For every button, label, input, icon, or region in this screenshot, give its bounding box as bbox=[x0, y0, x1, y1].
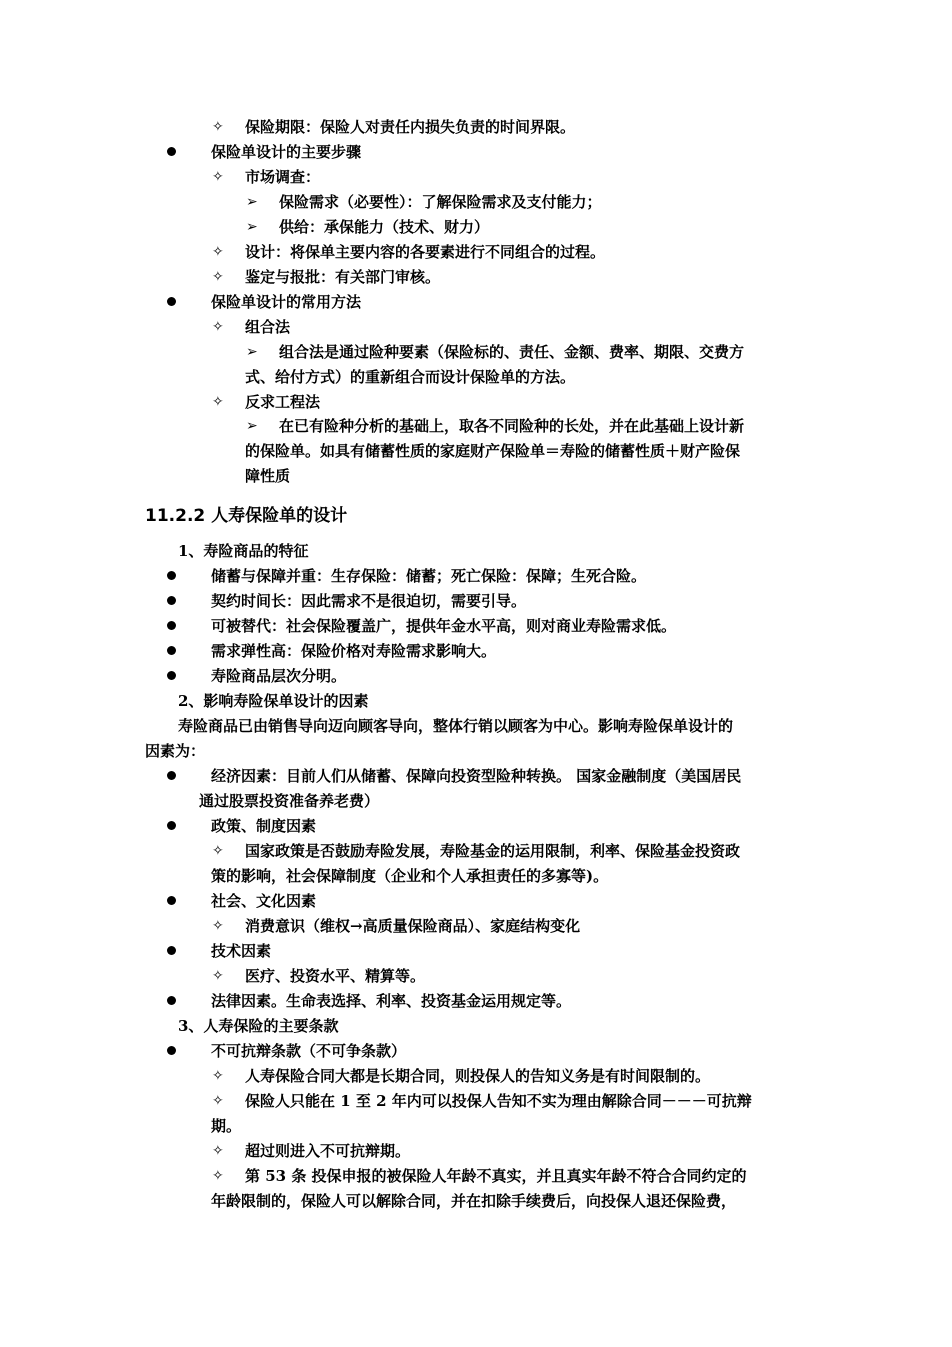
text-line: 消费意识（维权→高质量保险商品）、家庭结构变化 bbox=[245, 917, 581, 935]
text-line: 第 53 条 投保申报的被保险人年龄不真实，并且真实年龄不符合合同约定的 bbox=[245, 1167, 747, 1185]
diamond-bullet-icon: ✧ bbox=[212, 1143, 224, 1159]
text-line: 保险需求（必要性）：了解保险需求及支付能力； bbox=[279, 193, 602, 211]
diamond-bullet-icon: ✧ bbox=[212, 119, 224, 135]
text-line: 超过则进入不可抗辩期。 bbox=[245, 1142, 411, 1160]
bullet-dot-icon bbox=[167, 297, 176, 306]
bullet-dot-icon bbox=[167, 821, 176, 830]
subsection-title: 1、寿险商品的特征 bbox=[178, 542, 309, 560]
bullet-dot-icon bbox=[167, 771, 176, 780]
diamond-bullet-icon: ✧ bbox=[212, 269, 224, 285]
text-line: 障性质 bbox=[245, 467, 291, 485]
subsection-title: 3、人寿保险的主要条款 bbox=[178, 1017, 339, 1035]
bullet-dot-icon bbox=[167, 996, 176, 1005]
text-line: 需求弹性高：保险价格对寿险需求影响大。 bbox=[211, 642, 497, 660]
bullet-dot-icon bbox=[167, 147, 176, 156]
text-line: 储蓄与保障并重：生存保险：储蓄；死亡保险：保障；生死合险。 bbox=[211, 567, 647, 585]
bullet-dot-icon bbox=[167, 946, 176, 955]
diamond-bullet-icon: ✧ bbox=[212, 244, 224, 260]
text-line: 保险单设计的常用方法 bbox=[211, 293, 362, 311]
text-line: 市场调查： bbox=[245, 168, 321, 186]
text-line: 设计：将保单主要内容的各要素进行不同组合的过程。 bbox=[245, 243, 606, 261]
bullet-dot-icon bbox=[167, 1046, 176, 1055]
text-line: 医疗、投资水平、精算等。 bbox=[245, 967, 426, 985]
text-line: 法律因素。生命表选择、利率、投资基金运用规定等。 bbox=[211, 992, 572, 1010]
text-line: 社会、文化因素 bbox=[211, 892, 317, 910]
diamond-bullet-icon: ✧ bbox=[212, 968, 224, 984]
diamond-bullet-icon: ✧ bbox=[212, 1093, 224, 1109]
bullet-dot-icon bbox=[167, 596, 176, 605]
text-line: 反求工程法 bbox=[245, 393, 321, 411]
text-line: 年龄限制的，保险人可以解除合同，并在扣除手续费后，向投保人退还保险费， bbox=[211, 1192, 737, 1210]
text-line: 通过股票投资准备养老费） bbox=[199, 792, 380, 810]
diamond-bullet-icon: ✧ bbox=[212, 1168, 224, 1184]
text-line: 鉴定与报批：有关部门审核。 bbox=[245, 268, 441, 286]
text-line: 的保险单。如具有储蓄性质的家庭财产保险单＝寿险的储蓄性质＋财产险保 bbox=[245, 442, 741, 460]
bullet-dot-icon bbox=[167, 896, 176, 905]
text-line: 人寿保险合同大都是长期合同，则投保人的告知义务是有时间限制的。 bbox=[245, 1067, 711, 1085]
bullet-dot-icon bbox=[167, 571, 176, 580]
arrow-bullet-icon: ➢ bbox=[246, 219, 258, 235]
text-line: 因素为： bbox=[145, 742, 206, 760]
text-line: 组合法是通过险种要素（保险标的、责任、金额、费率、期限、交费方 bbox=[279, 343, 745, 361]
text-line: 策的影响，社会保障制度（企业和个人承担责任的多寡等)。 bbox=[211, 867, 609, 885]
text-line: 保险人只能在 1 至 2 年内可以投保人告知不实为理由解除合同－－－可抗辩 bbox=[245, 1092, 752, 1110]
text-line: 国家政策是否鼓励寿险发展，寿险基金的运用限制，利率、保险基金投资政 bbox=[245, 842, 741, 860]
bullet-dot-icon bbox=[167, 646, 176, 655]
text-line: 寿险商品已由销售导向迈向顾客导向，整体行销以顾客为中心。影响寿险保单设计的 bbox=[178, 717, 734, 735]
text-line: 组合法 bbox=[245, 318, 291, 336]
bullet-dot-icon bbox=[167, 671, 176, 680]
text-line: 式、给付方式）的重新组合而设计保险单的方法。 bbox=[245, 368, 576, 386]
section-heading: 11.2.2 人寿保险单的设计 bbox=[145, 506, 348, 526]
bullet-dot-icon bbox=[167, 621, 176, 630]
arrow-bullet-icon: ➢ bbox=[246, 344, 258, 360]
text-line: 经济因素：目前人们从储蓄、保障向投资型险种转换。 国家金融制度（美国居民 bbox=[211, 767, 742, 785]
arrow-bullet-icon: ➢ bbox=[246, 194, 258, 210]
text-line: 可被替代：社会保险覆盖广，提供年金水平高，则对商业寿险需求低。 bbox=[211, 617, 677, 635]
arrow-bullet-icon: ➢ bbox=[246, 418, 258, 434]
text-line: 技术因素 bbox=[211, 942, 272, 960]
diamond-bullet-icon: ✧ bbox=[212, 169, 224, 185]
text-line: 保险期限：保险人对责任内损失负责的时间界限。 bbox=[245, 118, 576, 136]
text-line: 政策、制度因素 bbox=[211, 817, 317, 835]
diamond-bullet-icon: ✧ bbox=[212, 319, 224, 335]
text-line: 供给：承保能力（技术、财力） bbox=[279, 218, 490, 236]
text-line: 寿险商品层次分明。 bbox=[211, 667, 347, 685]
subsection-title: 2、影响寿险保单设计的因素 bbox=[178, 692, 369, 710]
diamond-bullet-icon: ✧ bbox=[212, 1068, 224, 1084]
text-line: 期。 bbox=[211, 1117, 242, 1135]
text-line: 契约时间长：因此需求不是很迫切，需要引导。 bbox=[211, 592, 527, 610]
diamond-bullet-icon: ✧ bbox=[212, 394, 224, 410]
text-line: 在已有险种分析的基础上，取各不同险种的长处，并在此基础上设计新 bbox=[279, 417, 745, 435]
text-line: 保险单设计的主要步骤 bbox=[211, 143, 362, 161]
diamond-bullet-icon: ✧ bbox=[212, 843, 224, 859]
text-line: 不可抗辩条款（不可争条款） bbox=[211, 1042, 407, 1060]
diamond-bullet-icon: ✧ bbox=[212, 918, 224, 934]
